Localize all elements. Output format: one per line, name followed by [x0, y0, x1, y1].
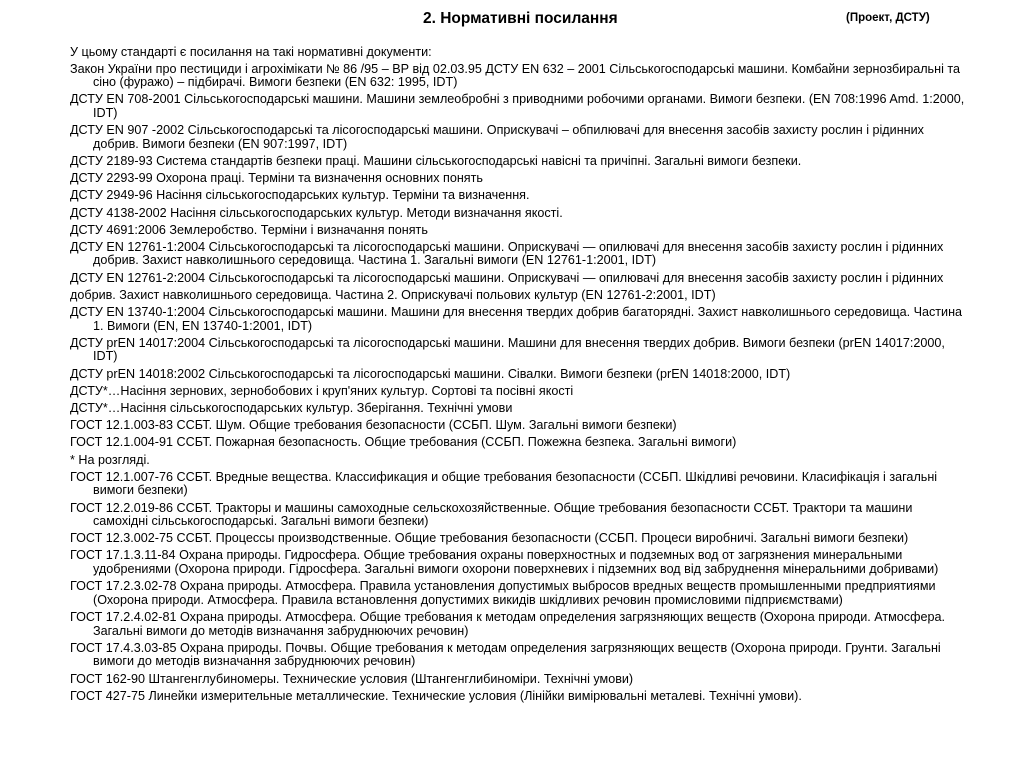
reference-item: ГОСТ 17.4.3.03-85 Охрана природы. Почвы. Общие требования к методам определения загрязняющих веществ (Охорона природи. Грунти. Загальні вимоги до методів визначання забруднюючих речовин) [70, 640, 941, 669]
reference-item: ДСТУ prEN 14017:2004 Сільськогосподарські та лісогосподарські машини. Машини для внесення твердих добрив. Вимоги безпеки (prEN 14017:2000, IDT) [70, 335, 945, 364]
reference-item: ГОСТ 12.1.003-83 ССБТ. Шум. Общие требования безопасности (ССБП. Шум. Загальні вимоги безпеки) [70, 418, 677, 433]
reference-item: ДСТУ 4138-2002 Насіння сільськогосподарських культур. Методи визначання якості. [70, 205, 563, 220]
reference-item: ГОСТ 427-75 Линейки измерительные металлические. Технические условия (Лінійки вимірювальні металеві. Технічні умови). [70, 688, 802, 703]
reference-item: ГОСТ 12.3.002-75 ССБТ. Процессы производственные. Общие требования безопасности (ССБП. Процеси виробничі. Загальні вимоги безпеки) [70, 531, 909, 546]
reference-item: ДСТУ EN 907 -2002 Сільськогосподарські та лісогосподарські машини. Оприскувачі – обпилювачі для внесення засобів захисту рослин і рідинних добрив. Вимоги безпеки (EN 907:1997, IDT) [70, 123, 924, 151]
reference-list [70, 63, 970, 704]
reference-item: ДСТУ prEN 14018:2002 Сільськогосподарські та лісогосподарські машини. Сівалки. Вимоги безпеки (prEN 14018:2000, IDT) [70, 366, 791, 381]
reference-item: ДСТУ EN 13740-1:2004 Сільськогосподарські машини. Машини для внесення твердих добрив багаторядні. Захист навколишнього середовища. Частина 1. Вимоги (EN, EN 13740-1:2001, IDT) [70, 305, 963, 333]
reference-item: ДСТУ EN 708-2001 Сільськогосподарські машини. Машини землеобробні з приводними робочими органами. Вимоги безпеки. (EN 708:1996 Amd. 1:2000, IDT) [70, 92, 965, 120]
references-section [70, 46, 970, 707]
reference-item: ГОСТ 12.2.019-86 ССБТ. Тракторы и машины самоходные сельскохозяйственные. Общие требования безопасности ССБТ. Трактори та машини самохідні сільськогосподарські. Загальні вимоги безпеки) [70, 500, 913, 529]
reference-item: ДСТУ 2293-99 Охорона праці. Терміни та визначення основних понять [70, 171, 483, 186]
reference-item: ДСТУ*…Насіння зернових, зернобобових і круп'яних культур. Сортові та посівні якості [70, 383, 574, 398]
reference-item: ДСТУ 4691:2006 Землеробство. Терміни і визначання понять [70, 222, 428, 237]
reference-item-continuation: добрив. Захист навколишнього середовища. Частина 2. Оприскувачі польових культур (EN 12761-2:2001, IDT) [70, 287, 716, 302]
reference-item: ДСТУ EN 12761-2:2004 Сільськогосподарські та лісогосподарські машини. Оприскувачі — опилювачі для внесення засобів захисту рослин і рідинних [70, 270, 944, 285]
page-header [0, 10, 1024, 30]
footnote: * На розгляді. [70, 452, 150, 467]
reference-item: ДСТУ EN 12761-1:2004 Сільськогосподарські та лісогосподарські машини. Оприскувачі — опилювачі для внесення засобів захисту рослин і рідинних добрив. Захист навколишнього середовища. Частина 1. Загальні вимоги (EN 12761-1:2001, IDT) [70, 239, 944, 268]
reference-item: Закон України про пестициди і агрохімікати № 86 /95 – ВР від 02.03.95 ДСТУ EN 632 – 2001 Сільськогосподарські машини. Комбайни зернозбиральні та сіно (фуражо) – підбирачі. Вимоги безпеки (EN 632: 1995, IDT) [70, 61, 961, 90]
reference-item: ДСТУ 2949-96 Насіння сільськогосподарських культур. Терміни та визначення. [70, 188, 530, 203]
intro-text: У цьому стандарті є посилання на такі нормативні документи: [70, 45, 432, 59]
reference-item: ГОСТ 12.1.004-91 ССБТ. Пожарная безопасность. Общие требования (ССБП. Пожежна безпека. Загальні вимоги) [70, 435, 737, 450]
reference-item: ГОСТ 17.1.3.11-84 Охрана природы. Гидросфера. Общие требования охраны поверхностных и подземных вод от загрязнения минеральными удобрениями (Охорона природи. Гідросфера. Загальні вимоги охорони поверхневих і підземних вод від забруднення мінеральними добривами) [70, 548, 939, 577]
reference-item: ГОСТ 12.1.007-76 ССБТ. Вредные вещества. Классификация и общие требования безопасности (ССБП. Шкідливі речовини. Класифікація і загальні вимоги безпеки) [70, 469, 938, 498]
reference-item: ГОСТ 17.2.3.02-78 Охрана природы. Атмосфера. Правила установления допустимых выбросов вредных веществ промышленными предприятиями (Охорона природи. Атмосфера. Правила встановлення допустимих викидів шкідливих речовин промисловими підприємствами) [70, 579, 936, 607]
reference-item: ДСТУ*…Насіння сільськогосподарських культур. Зберігання. Технічні умови [70, 400, 513, 415]
reference-item: ГОСТ 17.2.4.02-81 Охрана природы. Атмосфера. Общие требования к методам определения загрязняющих веществ (Охорона природи. Атмосфера. Загальні вимоги до методів визначання забруднюючих речовин) [70, 610, 945, 638]
draft-note: (Проект, ДСТУ) [846, 12, 930, 24]
section-title: 2. Нормативні посилання [423, 10, 618, 27]
reference-item: ГОСТ 162-90 Штангенглубиномеры. Технические условия (Штангенглибиноміри. Технічні умови) [70, 671, 634, 686]
reference-item: ДСТУ 2189-93 Система стандартів безпеки праці. Машини сільськогосподарські навісні та причіпні. Загальні вимоги безпеки. [70, 153, 802, 168]
